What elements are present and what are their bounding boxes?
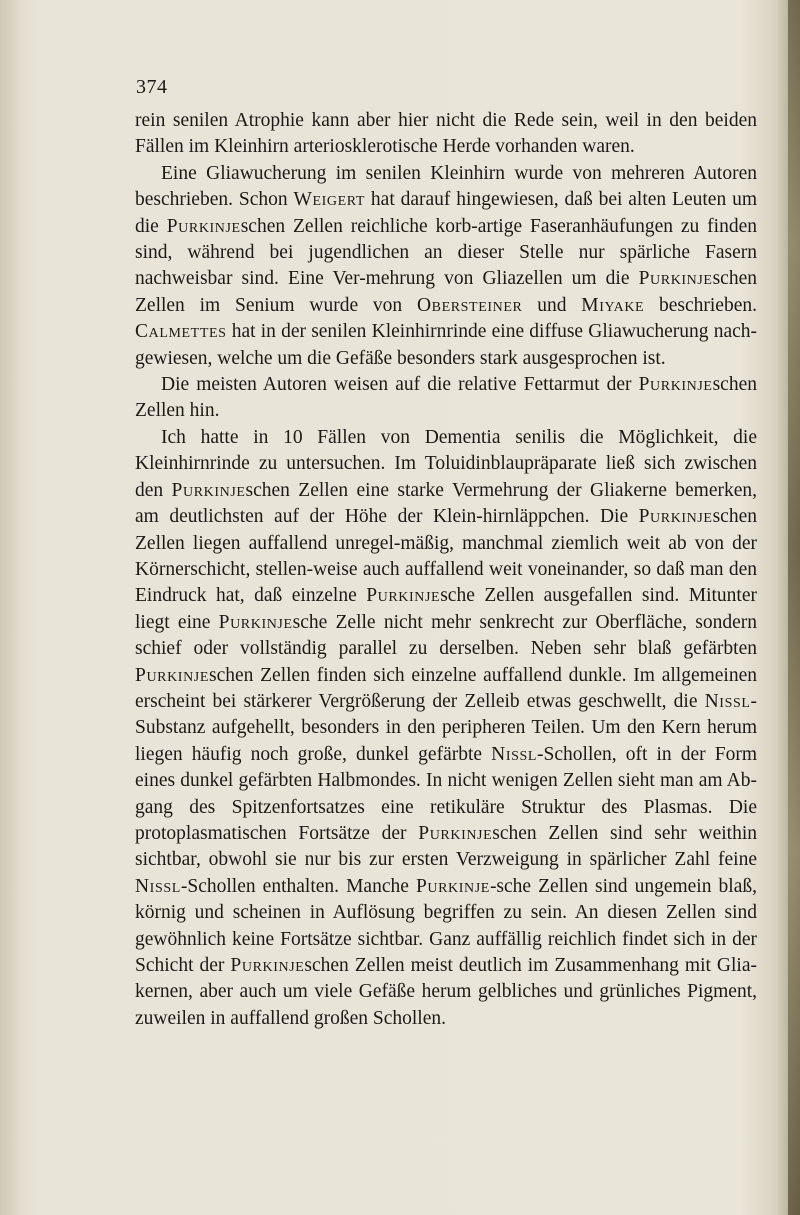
text-run: -Substanz aufgehellt, besonders in den peripheren Teilen. Um den Kern herum liegen häufig noch große, dunkel gefärbte [135, 690, 757, 765]
paragraph [135, 108, 757, 161]
text-run: Ich hatte in 10 Fällen von Dementia senilis die Möglichkeit, die Kleinhirnrinde zu untersuchen. Im Toluidinblaupräparate ließ sich zwischen den [135, 426, 757, 501]
text-run: und [522, 294, 582, 316]
text-run: -Schollen, oft in der Form eines dunkel gefärbten Halbmondes. In nicht wenigen Zellen sieht man am Ab-gang des Spitzenfortsatzes eine retikuläre Struktur des Plasmas. Die protoplasmatischen Fortsätze der [135, 743, 757, 844]
text-run: -sche Zellen sind ungemein blaß, körnig und scheinen in Auflösung begriffen zu sein. An diesen Zellen sind gewöhnlich keine Fortsätze sichtbar. Ganz auffällig reichlich findet sich in der Schicht der [135, 875, 757, 976]
author-name: Obersteiner [416, 294, 523, 316]
text-run: hat darauf hingewiesen, daß bei alten Leuten um die [135, 189, 757, 237]
text-run: schen Zellen finden sich einzelne auffallend dunkle. Im allgemeinen erscheint bei stärkerer Vergrößerung der Zelleib etwas geschwellt, die [135, 664, 757, 712]
author-name: Purkinje [230, 955, 305, 976]
text-run: sche Zelle nicht mehr senkrecht zur Oberfläche, sondern schief oder vollständig parallel zu derselben. Neben sehr blaß gefärbten [135, 611, 757, 660]
text-run: schen Zellen meist deutlich im Zusammenhang mit Glia-kernen, aber auch um viele Gefäße herum gelbliches und grünliches Pigment, zuweilen in auffallend großen Schollen. [135, 955, 757, 1029]
text-run: hat in der senilen Kleinhirnrinde eine diffuse Gliawucherung nach-gewiesen, welche um die Gefäße besonders stark ausgesprochen ist. [135, 321, 757, 369]
author-name: Purkinje [166, 215, 241, 237]
body-text [135, 108, 757, 1032]
text-run: Die meisten Autoren weisen auf die relative Fettarmut der [161, 374, 639, 396]
text-run: schen Zellen sind sehr weithin sichtbar, obwohl sie nur bis zur ersten Verzweigung in spärlicher Zahl feine [135, 822, 757, 871]
author-name: Miyake [581, 294, 645, 316]
book-edge [788, 0, 800, 1215]
author-name: Nissl [704, 690, 751, 712]
author-name: Purkinje [638, 374, 713, 396]
author-name: Purkinje [171, 479, 246, 501]
page-number: 374 [136, 76, 168, 98]
text-run: schen Zellen hin. [135, 374, 757, 422]
text-run: beschrieben. [644, 294, 757, 316]
author-name: Purkinje [415, 875, 490, 897]
text-run: -Schollen enthalten. Manche [180, 875, 416, 897]
text-run: schen Zellen im Senium wurde von [135, 268, 757, 316]
paragraph [135, 161, 757, 372]
text-run: rein senilen Atrophie kann aber hier nicht die Rede sein, weil in den beiden Fällen im Kleinhirn arteriosklerotische Herde vorhanden waren. [135, 110, 757, 158]
text-run: schen Zellen eine starke Vermehrung der Gliakerne bemerken, am deutlichsten auf der Höhe der Klein-hirnläppchen. Die [135, 479, 758, 528]
text-run: schen Zellen reichliche korb-artige Faseranhäufungen zu finden sind, während bei jugendlichen an dieser Stelle nur spärliche Fasern nachweisbar sind. Eine Ver-mehrung von Gliazellen um die [135, 215, 757, 290]
author-name: Purkinje [366, 585, 441, 607]
author-name: Purkinje [418, 822, 493, 844]
author-name: Nissl [491, 743, 538, 765]
author-name: Purkinje [638, 268, 713, 290]
author-name: Weigert [293, 189, 366, 211]
text-run: Eine Gliawucherung im senilen Kleinhirn wurde von mehreren Autoren beschrieben. Schon [135, 162, 757, 211]
text-run: sche Zellen ausgefallen sind. Mitunter liegt eine [135, 585, 757, 633]
author-name: Purkinje [638, 506, 713, 528]
text-run: schen Zellen liegen auffallend unregel-mäßig, manchmal ziemlich weit ab von der Körnerschicht, stellen-weise auch auffallend weit voneinander, so daß man den Eindruck hat, daß einzelne [135, 506, 757, 607]
author-name: Purkinje [218, 611, 293, 633]
author-name: Purkinje [135, 664, 209, 686]
paragraph [135, 372, 757, 425]
author-name: Nissl [135, 875, 181, 897]
author-name: Calmettes [135, 321, 227, 343]
paragraph [135, 425, 757, 1032]
page-left-shadow [0, 0, 22, 1215]
